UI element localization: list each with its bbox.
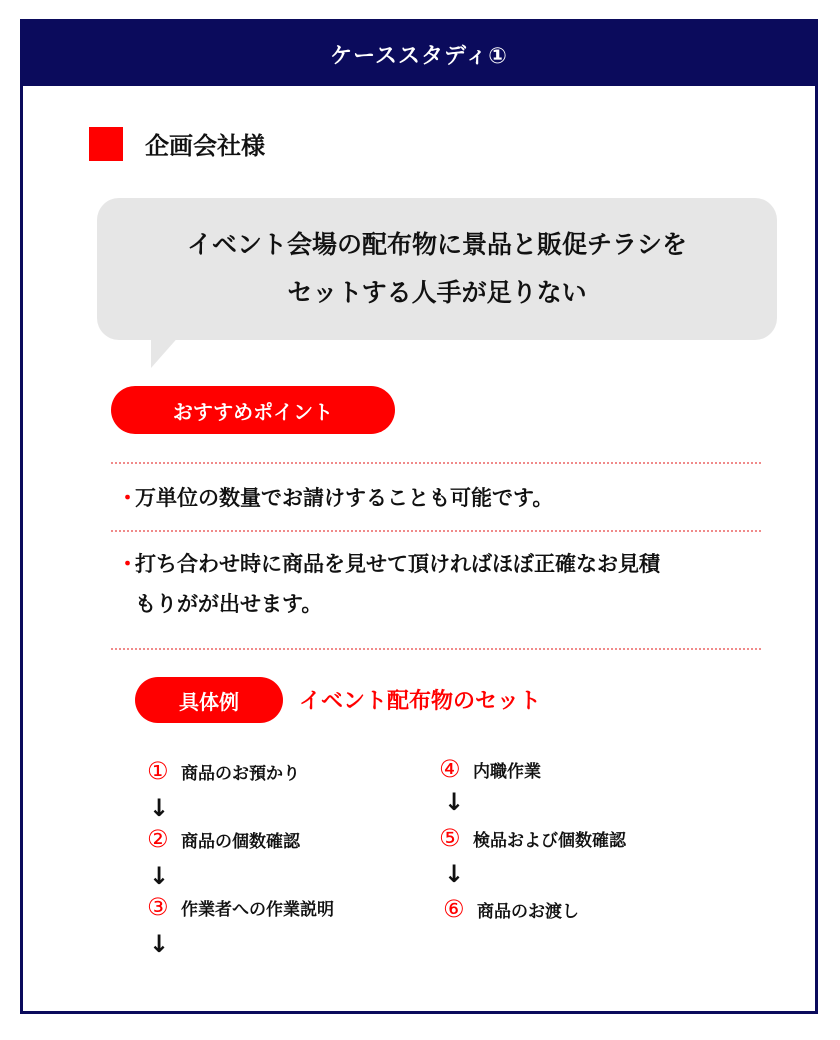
speech-bubble-tail: [151, 334, 181, 368]
step-5: [439, 824, 626, 852]
step-label: 作業者への作業説明: [181, 899, 334, 920]
step-number: ⑤: [439, 824, 461, 852]
red-square-icon: [89, 127, 123, 161]
step-number: ①: [147, 757, 169, 785]
header-title: ケーススタディ①: [330, 43, 508, 69]
down-arrow-icon: ↓: [149, 862, 170, 890]
bullet-mark: ・: [117, 552, 138, 576]
down-arrow-icon: ↓: [444, 860, 465, 888]
company-heading: [89, 126, 265, 161]
bubble-line-2: セットする人手が足りない: [287, 278, 587, 307]
dotted-divider: [111, 530, 761, 532]
bubble-line-1: イベント会場の配布物に景品と販促チラシを: [186, 230, 687, 259]
point-text: [135, 544, 660, 624]
example-title: イベント配布物のセット: [299, 689, 542, 714]
recommend-point-1: [117, 478, 767, 518]
case-study-card: [20, 19, 818, 1014]
example-label: 具体例: [179, 689, 239, 714]
recommend-point-2: [117, 544, 767, 624]
speech-bubble: [97, 198, 777, 340]
step-label: 内職作業: [473, 761, 541, 782]
point-text-line-2: もりがが出せます。: [135, 592, 323, 616]
step-label: 検品および個数確認: [473, 830, 626, 851]
point-text-line-1: 打ち合わせ時に商品を見せて頂ければほぼ正確なお見積: [135, 552, 660, 576]
step-number: ②: [147, 825, 169, 853]
step-6: [443, 895, 579, 923]
step-label: 商品のお渡し: [477, 901, 579, 922]
step-2: [147, 825, 300, 853]
step-4: [439, 755, 541, 783]
company-name: 企画会社様: [145, 132, 265, 160]
down-arrow-icon: ↓: [149, 930, 170, 958]
step-label: 商品のお預かり: [181, 763, 300, 784]
step-label: 商品の個数確認: [181, 831, 300, 852]
case-study-header: [23, 22, 815, 86]
step-number: ⑥: [443, 895, 465, 923]
point-text: 万単位の数量でお請けすることも可能です。: [135, 486, 554, 510]
step-3: [147, 893, 334, 921]
down-arrow-icon: ↓: [149, 794, 170, 822]
example-badge: [135, 677, 283, 723]
bullet-mark: ・: [117, 486, 138, 510]
dotted-divider: [111, 462, 761, 464]
dotted-divider: [111, 648, 761, 650]
step-number: ③: [147, 893, 169, 921]
recommend-badge: [111, 386, 395, 434]
down-arrow-icon: ↓: [444, 788, 465, 816]
step-number: ④: [439, 755, 461, 783]
recommend-label: おすすめポイント: [172, 399, 334, 424]
step-1: [147, 757, 300, 785]
